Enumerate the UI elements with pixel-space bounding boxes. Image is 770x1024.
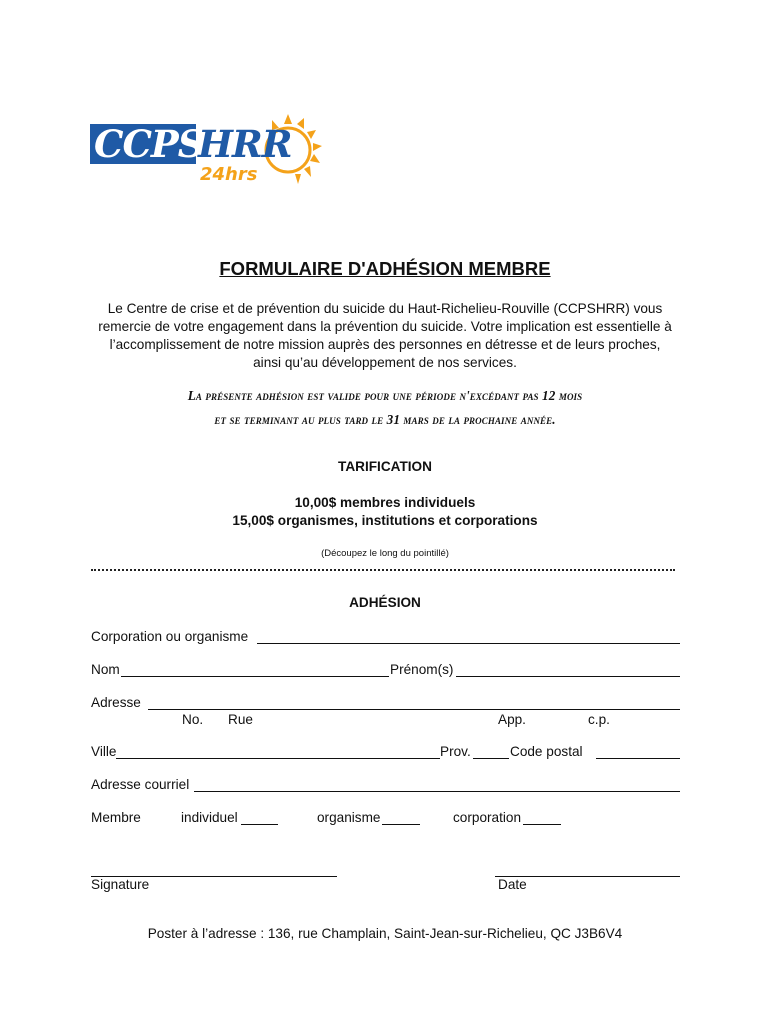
validity-line: La présente adhésion est valide pour une période n'excédant pas 12 mois: [187, 388, 583, 403]
tarif-individual: 10,00$ membres individuels: [294, 495, 476, 510]
intro-line: Le Centre de crise et de prévention du suicide du Haut-Richelieu-Rouville (CCPSHRR) vous: [107, 301, 663, 316]
mailing-address: Poster à l’adresse : 136, rue Champlain, Saint-Jean-sur-Richelieu, QC J3B6V4: [147, 926, 623, 941]
code-postal-field[interactable]: [596, 758, 680, 759]
cut-note: (Découpez le long du pointillé): [321, 548, 449, 559]
adresse-rue-label: Rue: [228, 712, 253, 727]
corporation-field[interactable]: [257, 643, 680, 644]
individuel-label: individuel: [181, 810, 238, 825]
form-title: FORMULAIRE D'ADHÉSION MEMBRE: [219, 258, 551, 279]
courriel-label: Adresse courriel: [91, 777, 190, 792]
adhesion-heading: ADHÉSION: [349, 595, 421, 610]
ville-label: Ville: [91, 744, 117, 759]
corporation-option-field[interactable]: [523, 824, 561, 825]
adresse-no-label: No.: [182, 712, 204, 727]
courriel-field[interactable]: [194, 791, 680, 792]
tarification-heading: TARIFICATION: [338, 459, 432, 474]
logo-ccps-text: CCPS: [94, 122, 204, 166]
ccpshrr-logo: [88, 108, 328, 194]
organisme-field[interactable]: [382, 824, 420, 825]
intro-paragraph: [80, 300, 690, 372]
ville-field[interactable]: [116, 758, 440, 759]
corporation-option-label: corporation: [453, 810, 522, 825]
logo-hrr-text: HRR: [198, 122, 292, 166]
individuel-field[interactable]: [241, 824, 278, 825]
intro-line: l’accomplissement de notre mission auprès des personnes en détresse et de leurs proches,: [109, 337, 661, 352]
intro-line: remercie de votre engagement dans la prévention du suicide. Votre implication est essentielle à: [98, 319, 672, 334]
cut-dotted-line: [91, 569, 675, 571]
prov-label: Prov.: [440, 744, 471, 759]
date-label: Date: [498, 877, 527, 892]
tarif-organisations: 15,00$ organismes, institutions et corporations: [232, 513, 538, 528]
prov-field[interactable]: [473, 758, 509, 759]
adresse-label: Adresse: [91, 695, 141, 710]
nom-field[interactable]: [121, 676, 389, 677]
adresse-cp-label: c.p.: [588, 712, 610, 727]
validity-line: et se terminant au plus tard le 31 mars de la prochaine année.: [214, 412, 556, 427]
prenom-field[interactable]: [456, 676, 680, 677]
adresse-field[interactable]: [148, 709, 680, 710]
logo-24hrs-text: 24hrs: [200, 164, 258, 185]
organisme-label: organisme: [317, 810, 381, 825]
intro-line: ainsi qu’au développement de nos services.: [253, 355, 517, 370]
corporation-label: Corporation ou organisme: [91, 629, 249, 644]
signature-label: Signature: [91, 877, 150, 892]
adresse-app-label: App.: [498, 712, 526, 727]
code-postal-label: Code postal: [510, 744, 583, 759]
validity-notice: [60, 384, 710, 432]
prenom-label: Prénom(s): [390, 662, 454, 677]
membre-label: Membre: [91, 810, 141, 825]
nom-label: Nom: [91, 662, 120, 677]
